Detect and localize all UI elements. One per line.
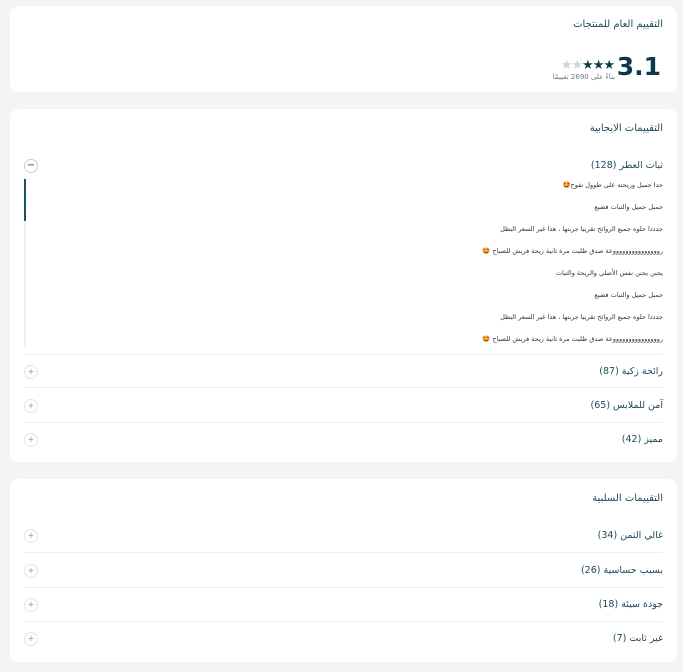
expand-icon[interactable]: + (24, 399, 38, 413)
accordion-label: غالي الثمن (34) (597, 530, 663, 541)
accordion-item-pleasant-scent[interactable] (24, 354, 663, 388)
accordion-item-allergy[interactable] (24, 554, 663, 588)
rating-stars (561, 58, 614, 73)
star-empty-icon: ★ (571, 58, 583, 73)
accordion-item-distinctive[interactable] (24, 423, 663, 457)
accordion-label: آمن للملابس (65) (590, 400, 663, 411)
positive-reviews-card (10, 109, 677, 462)
expand-icon[interactable]: + (24, 529, 38, 543)
scrollbar-track[interactable] (24, 179, 26, 347)
accordion-item-poor-quality[interactable] (24, 588, 663, 622)
review-text: جدددا حلوه جميع الروائح تقريبا جربتها ، هذا غير السعر البطل (500, 225, 663, 233)
accordion-item-scent-longevity[interactable] (24, 149, 663, 183)
star-empty-icon: ★ (560, 58, 572, 73)
accordion-item-not-lasting[interactable] (24, 622, 663, 656)
negative-reviews-card (10, 479, 677, 662)
overall-rating-title: التقييم العام للمنتجات (573, 19, 663, 30)
accordion-label: جودة سيئة (18) (598, 599, 663, 610)
scrollbar-thumb[interactable] (24, 179, 26, 221)
review-text: جدددا حلوه جميع الروائح تقريبا جربتها ، هذا غير السعر البطل (500, 313, 663, 321)
review-text: يجنن يجنن نفس الأصلي والريحة والثبات (555, 269, 663, 277)
expand-icon[interactable]: + (24, 598, 38, 612)
star-filled-icon: ★ (603, 58, 614, 73)
accordion-label: بسبب حساسية (26) (580, 565, 663, 576)
collapse-icon[interactable]: − (24, 159, 38, 173)
review-text: جميل جميل والثبات فضيع (594, 203, 663, 211)
accordion-label: رائحة زكية (87) (599, 366, 663, 377)
positive-reviews-title: التقييمات الايجابية (589, 123, 663, 134)
rating-score: 3.1 (616, 52, 661, 81)
expand-icon[interactable]: + (24, 564, 38, 578)
accordion-item-expensive[interactable] (24, 519, 663, 553)
star-filled-icon: ★ (582, 58, 593, 73)
overall-rating-card (10, 6, 677, 92)
star-filled-icon: ★ (592, 58, 604, 73)
review-text: حدا جميل وريحته على طوول تفوح🤩 (562, 181, 663, 189)
accordion-item-safe-for-clothes[interactable] (24, 389, 663, 423)
review-text: جميل جميل والثبات فضيع (594, 291, 663, 299)
accordion-label: ثبات العطر (128) (590, 160, 663, 171)
expand-icon[interactable]: + (24, 632, 38, 646)
review-list[interactable] (24, 179, 663, 347)
expand-icon[interactable]: + (24, 433, 38, 447)
rating-count: بناءً على 2690 تقييمًا (552, 73, 615, 81)
review-text: روووووووووووووووعة صدق طلبت مرة ثانية ريحة فريش للصباح 🤩 (482, 335, 663, 343)
negative-reviews-title: التقييمات السلبية (592, 493, 663, 504)
review-text: روووووووووووووووعة صدق طلبت مرة ثانية ريحة فريش للصباح 🤩 (482, 247, 663, 255)
accordion-label: غير ثابت (7) (612, 633, 663, 644)
accordion-label: مميز (42) (621, 434, 663, 445)
expand-icon[interactable]: + (24, 365, 38, 379)
